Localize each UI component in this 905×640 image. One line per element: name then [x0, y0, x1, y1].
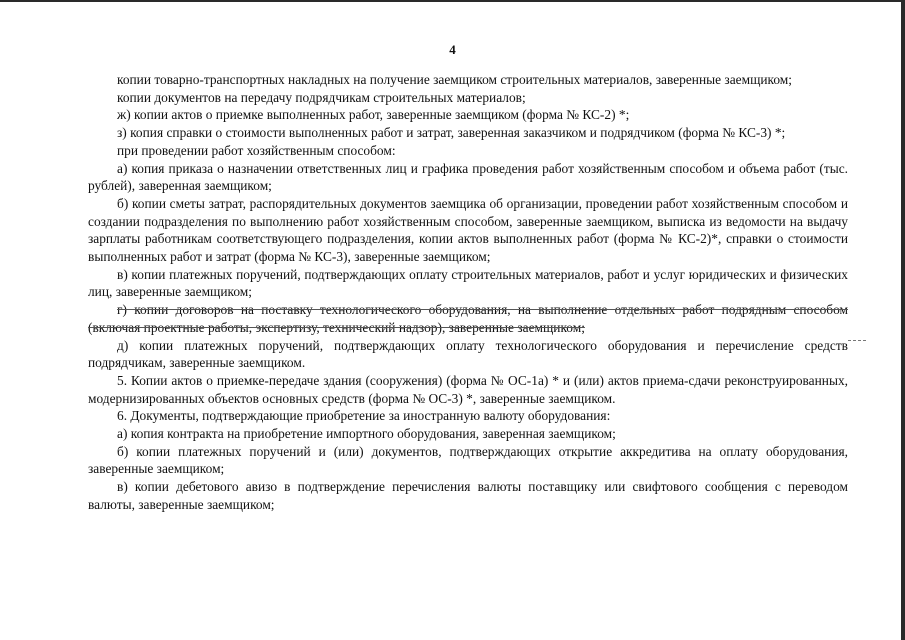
paragraph-item-6-heading: 6. Документы, подтверждающие приобретение за иностранную валюту оборудования:	[117, 408, 611, 424]
paragraph-item-6b-payments: б) копии платежных поручений и (или) документов, подтверждающих открытие аккредитива на оплату оборудования, заверенные заемщиком;	[88, 443, 848, 477]
paragraph-item-5-acts: 5. Копии актов о приемке-передаче здания (сооружения) (форма № ОС-1а) * и (или) актов приема-сдачи реконструированных, модернизированных объектов основных средств (форма № ОС-3) *, заверенные заемщиком.	[88, 372, 848, 406]
paragraph-item-d-payments: д) копии платежных поручений, подтверждающих оплату технологического оборудования и перечисление средств подрядчикам, заверенные заемщиком.	[88, 337, 848, 371]
struck-text: г) копии договоров на поставку технологического оборудования, на выполнение отдельных работ подрядным способом (включая проектные работы, экспертизу, технический надзор), заверенные заемщиком;	[88, 302, 848, 335]
paragraph-own-method-heading: при проведении работ хозяйственным способом:	[117, 142, 396, 158]
paragraph-item-a-order: а) копия приказа о назначении ответственных лиц и графика проведения работ хозяйственным способом и объема работ (тыс. рублей), заверенная заемщиком;	[88, 160, 848, 194]
paragraph-item-6v-advice: в) копии дебетового авизо в подтверждение перечисления валюты поставщику или свифтового сообщения с переводом валюты, заверенные заемщиком;	[88, 479, 848, 512]
paragraph-materials-transfer: копии документов на передачу подрядчикам строительных материалов;	[117, 89, 526, 105]
paragraph-item-b-estimate: б) копии сметы затрат, распорядительных документов заемщика об организации, проведении работ хозяйственным способом и создании подразделения по выполнению работ хозяйственным способом, заверенные заемщиком, выписка из ведомости на выдачу зарплаты работникам соответствующего подразделения, копии актов выполненных работ (форма № КС-2)*, справки о стоимости выполненных работ и затрат (форма № КС-3), заверенные заемщиком;	[88, 195, 848, 265]
document-body	[88, 71, 848, 514]
page-number: 4	[449, 42, 456, 57]
paragraph-item-g-contracts-struck	[88, 301, 848, 336]
scan-border-right	[901, 0, 905, 640]
paragraph-item-v-payments: в) копии платежных поручений, подтверждающих оплату строительных материалов, работ и услуг юридических и физических лиц, заверенные заемщиком;	[88, 266, 848, 300]
paragraph-item-z: з) копия справки о стоимости выполненных работ и затрат, заверенная заказчиком и подрядчиком (форма № КС-3) *;	[117, 125, 786, 141]
scan-border-top	[0, 0, 905, 2]
strikeout-tail-mark	[848, 340, 866, 342]
paragraph-item-6a-contract: а) копия контракта на приобретение импортного оборудования, заверенная заемщиком;	[117, 426, 616, 442]
paragraph-item-zh: ж) копии актов о приемке выполненных работ, заверенные заемщиком (форма № КС-2) *;	[117, 107, 630, 123]
paragraph-waybills: копии товарно-транспортных накладных на получение заемщиком строительных материалов, заверенные заемщиком;	[117, 72, 793, 87]
